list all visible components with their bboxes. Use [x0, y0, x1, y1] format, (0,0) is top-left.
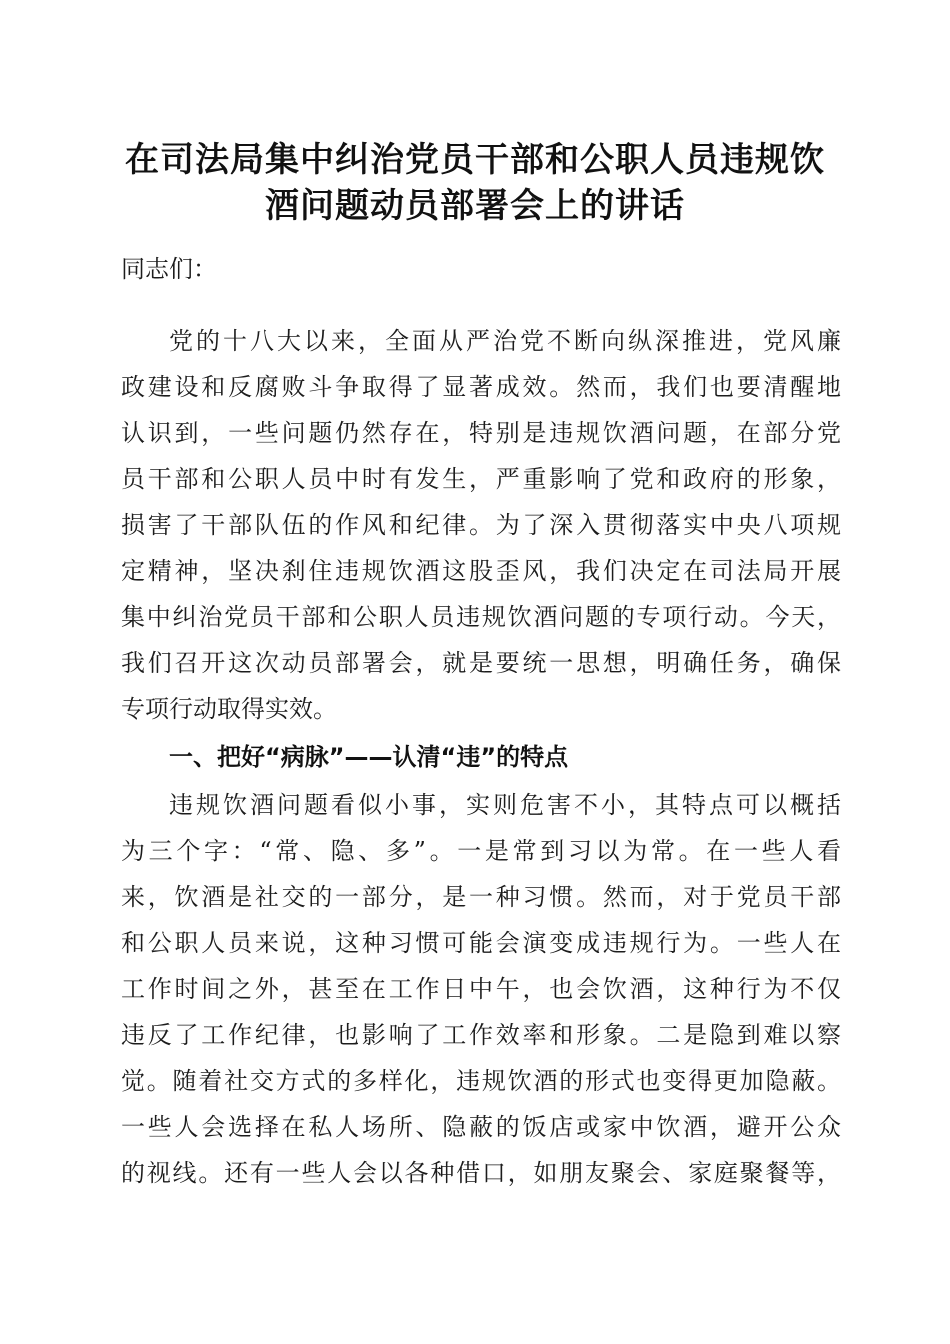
salutation: 同志们：: [121, 255, 217, 283]
paragraph-1-line: 集中纠治党员干部和公职人员违规饮酒问题的专项行动。今天，: [121, 603, 841, 631]
paragraph-1-line: 政建设和反腐败斗争取得了显著成效。然而，我们也要清醒地: [121, 373, 841, 401]
paragraph-2-line: 违规饮酒问题看似小事，实则危害不小，其特点可以概括: [169, 791, 841, 819]
paragraph-2-line: 违反了工作纪律，也影响了工作效率和形象。二是隐到难以察: [121, 1021, 841, 1049]
document-title-line-1: 在司法局集中纠治党员干部和公职人员违规饮: [125, 140, 825, 180]
paragraph-1-line: 损害了干部队伍的作风和纪律。为了深入贯彻落实中央八项规: [121, 511, 841, 539]
paragraph-1-line: 我们召开这次动员部署会，就是要统一思想，明确任务，确保: [121, 649, 841, 677]
paragraph-2-line: 工作时间之外，甚至在工作日中午，也会饮酒，这种行为不仅: [121, 975, 841, 1003]
paragraph-2-line: 和公职人员来说，这种习惯可能会演变成违规行为。一些人在: [121, 929, 841, 957]
paragraph-1-line: 党的十八大以来，全面从严治党不断向纵深推进，党风廉: [169, 327, 841, 355]
section-heading-1: 一、把好“病脉”——认清“违”的特点: [169, 743, 569, 771]
paragraph-1-line: 专项行动取得实效。: [121, 695, 337, 723]
paragraph-2-line: 一些人会选择在私人场所、隐蔽的饭店或家中饮酒，避开公众: [121, 1113, 841, 1141]
document-title-line-2: 酒问题动员部署会上的讲话: [265, 186, 685, 226]
paragraph-1-line: 定精神，坚决刹住违规饮酒这股歪风，我们决定在司法局开展: [121, 557, 841, 585]
paragraph-2-line: 为三个字：“常、隐、多”。一是常到习以为常。在一些人看: [121, 837, 841, 865]
paragraph-2-line: 来，饮酒是社交的一部分，是一种习惯。然而，对于党员干部: [121, 883, 841, 911]
paragraph-2-line: 觉。随着社交方式的多样化，违规饮酒的形式也变得更加隐蔽。: [121, 1067, 841, 1095]
paragraph-1-line: 认识到，一些问题仍然存在，特别是违规饮酒问题，在部分党: [121, 419, 841, 447]
paragraph-1-line: 员干部和公职人员中时有发生，严重影响了党和政府的形象，: [121, 465, 841, 493]
paragraph-2-line: 的视线。还有一些人会以各种借口，如朋友聚会、家庭聚餐等，: [121, 1159, 841, 1187]
